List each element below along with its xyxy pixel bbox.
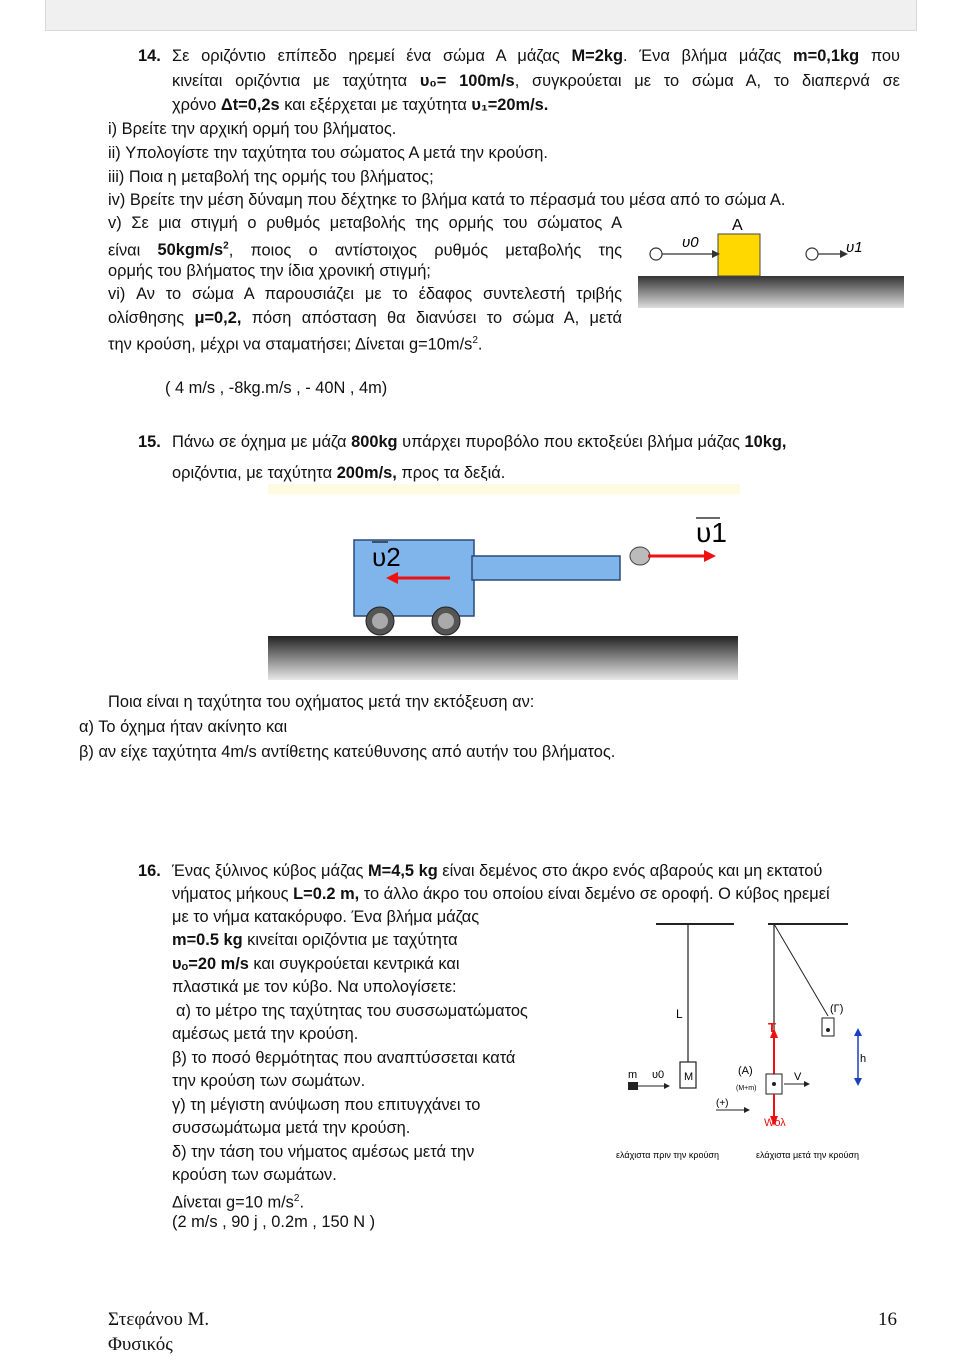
p14-bullet-after — [806, 248, 818, 260]
p16-label-m: m — [628, 1069, 638, 1081]
p16-label-L: L — [676, 1007, 683, 1021]
p15-line-2: οριζόντια, με ταχύτητα 200m/s, προς τα δεξιά. — [172, 464, 506, 482]
p14-number: 14. — [138, 47, 161, 65]
p14-line-2: κινείται οριζόντια με ταχύτητα υ₀= 100m/s, συγκρούεται με το σώμα Α, το διαπερνά σε — [172, 72, 900, 90]
p16-number: 16. — [138, 862, 161, 880]
p15-label-v1: υ1 — [696, 517, 727, 548]
p14-question-ii: ii) Υπολογίστε την ταχύτητα του σώματος Α μετά την κρούση. — [108, 144, 548, 162]
p16-label-h: h — [860, 1053, 867, 1065]
p16-line-2: νήματος μήκους L=0.2 m, το άλλο άκρο του οποίου είναι δεμένο σε οροφή. Ο κύβος ηρεμεί — [172, 885, 830, 903]
p15-line-1: Πάνω σε όχημα με μάζα 800kg υπάρχει πυροβόλο που εκτοξεύει βλήμα μάζας 10kg, — [172, 433, 787, 451]
p16-label-W: Wολ — [764, 1117, 786, 1129]
p16-line-6: πλαστικά με τον κύβο. Να υπολογίσετε: — [172, 978, 457, 996]
p15-question-b: β) αν είχε ταχύτητα 4m/s αντίθετης κατεύθυνσης από αυτήν του βλήματος. — [79, 743, 616, 761]
p16-question-b-1: β) το ποσό θερμότητας που αναπτύσσεται κατά — [172, 1049, 516, 1067]
p16-answers: (2 m/s , 90 j , 0.2m , 150 N ) — [172, 1213, 376, 1231]
p16-block-gamma — [822, 1018, 834, 1036]
footer-page-number: 16 — [878, 1309, 897, 1330]
p15-ground — [268, 636, 738, 680]
p16-caption-before: ελάχιστα πριν την κρούση — [616, 1150, 719, 1160]
footer-subject: Φυσικός — [108, 1334, 173, 1355]
p14-label-A: A — [732, 217, 743, 234]
top-toolbar-strip — [45, 0, 917, 31]
p14-label-v1: υ1 — [846, 239, 863, 256]
p16-question-a-1: α) το μέτρο της ταχύτητας του συσσωματώματος — [176, 1002, 528, 1020]
p16-line-1: Ένας ξύλινος κύβος μάζας M=4,5 kg είναι δεμένος στο άκρο ενός αβαρούς και μη εκτατού — [172, 862, 823, 880]
p14-question-iv: iv) Βρείτε την μέση δύναμη που δέχτηκε το βλήμα κατά το πέρασμά του μέσα από το σώμα Α. — [108, 191, 786, 209]
p14-question-v-1: v) Σε μια στιγμή ο ρυθμός μεταβολής της ορμής του σώματος Α — [108, 214, 622, 232]
p16-label-Mm: (M+m) — [736, 1085, 757, 1092]
p15-cannon-barrel — [472, 556, 620, 580]
p16-question-d-2: κρούση των σωμάτων. — [172, 1166, 337, 1184]
p16-label-M: M — [684, 1071, 694, 1083]
p16-question-c-1: γ) τη μέγιστη ανύψωση που επιτυγχάνει το — [172, 1096, 481, 1114]
p16-label-T: T — [768, 1020, 776, 1035]
p16-question-b-2: την κρούση των σωμάτων. — [172, 1072, 366, 1090]
footer-author: Στεφάνου Μ. — [108, 1309, 210, 1330]
p14-line-1: Σε οριζόντιο επίπεδο ηρεμεί ένα σώμα Α μάζας M=2kg. Ένα βλήμα μάζας m=0,1kg που — [172, 47, 900, 65]
p14-ground — [638, 276, 904, 308]
p16-label-plus: (+) — [716, 1098, 729, 1109]
p16-line-4: m=0.5 kg κινείται οριζόντια με ταχύτητα — [172, 931, 458, 949]
p14-label-v0: υ0 — [682, 234, 699, 251]
p16-question-c-2: συσσωμάτωμα μετά την κρούση. — [172, 1119, 411, 1137]
p14-question-iii: iii) Ποια η μεταβολή της ορμής του βλήματος; — [108, 168, 434, 186]
p14-question-vi-1: vi) Αν το σώμα Α παρουσιάζει με το έδαφος συντελεστή τριβής — [108, 285, 622, 303]
p15-projectile — [630, 547, 650, 565]
p14-question-v-3: ορμής του βλήματος την ίδια χρονική στιγμή; — [108, 262, 431, 280]
p14-question-vi-3: την κρούση, μέχρι να σταματήσει; Δίνεται $g=10m/s^2$. — [108, 335, 483, 354]
p15-question: Ποια είναι η ταχύτητα του οχήματος μετά την εκτόξευση αν: — [108, 693, 535, 711]
p15-number: 15. — [138, 433, 161, 451]
p15-question-a: α) Το όχημα ήταν ακίνητο και — [79, 718, 288, 736]
p14-answers: ( 4 m/s , -8kg.m/s , - 40N , 4m) — [165, 379, 388, 397]
p16-caption-after: ελάχιστα μετά την κρούση — [756, 1150, 859, 1160]
p14-line-3: χρόνο Δt=0,2s και εξέρχεται με ταχύτητα υ₁=20m/s. — [172, 96, 549, 114]
p16-label-V: V — [794, 1071, 802, 1083]
p15-label-v2: υ2 — [372, 542, 401, 572]
p16-label-gamma: (Γ) — [830, 1003, 844, 1015]
p16-line-5: υₒ=20 m/s και συγκρούεται κεντρικά και — [172, 955, 460, 973]
p15-figure — [268, 484, 740, 680]
p16-question-d-1: δ) την τάση του νήματος αμέσως μετά την — [172, 1143, 475, 1161]
p16-question-a-2: αμέσως μετά την κρούση. — [172, 1025, 359, 1043]
p14-question-i: i) Βρείτε την αρχική ορμή του βλήματος. — [108, 120, 397, 138]
p16-label-u0: υ0 — [652, 1069, 665, 1081]
p16-bullet — [628, 1082, 638, 1090]
p14-bullet-before — [650, 248, 662, 260]
p16-line-3: με το νήμα κατακόρυφο. Ένα βλήμα μάζας — [172, 908, 480, 926]
p14-question-v-2: είναι $50kgm/s^2$, ποιος ο αντίστοιχος ρυθμός μεταβολής της — [108, 241, 622, 260]
p14-block-A — [718, 234, 760, 276]
p14-question-vi-2: ολίσθησης μ=0,2, πόση απόσταση θα διανύσει το σώμα Α, μετά — [108, 309, 622, 327]
p16-figure — [604, 912, 880, 1166]
p16-label-A: (A) — [738, 1065, 753, 1077]
p16-given: Δίνεται g=10 $m/s^2$. — [172, 1193, 305, 1212]
p14-figure — [636, 212, 906, 308]
